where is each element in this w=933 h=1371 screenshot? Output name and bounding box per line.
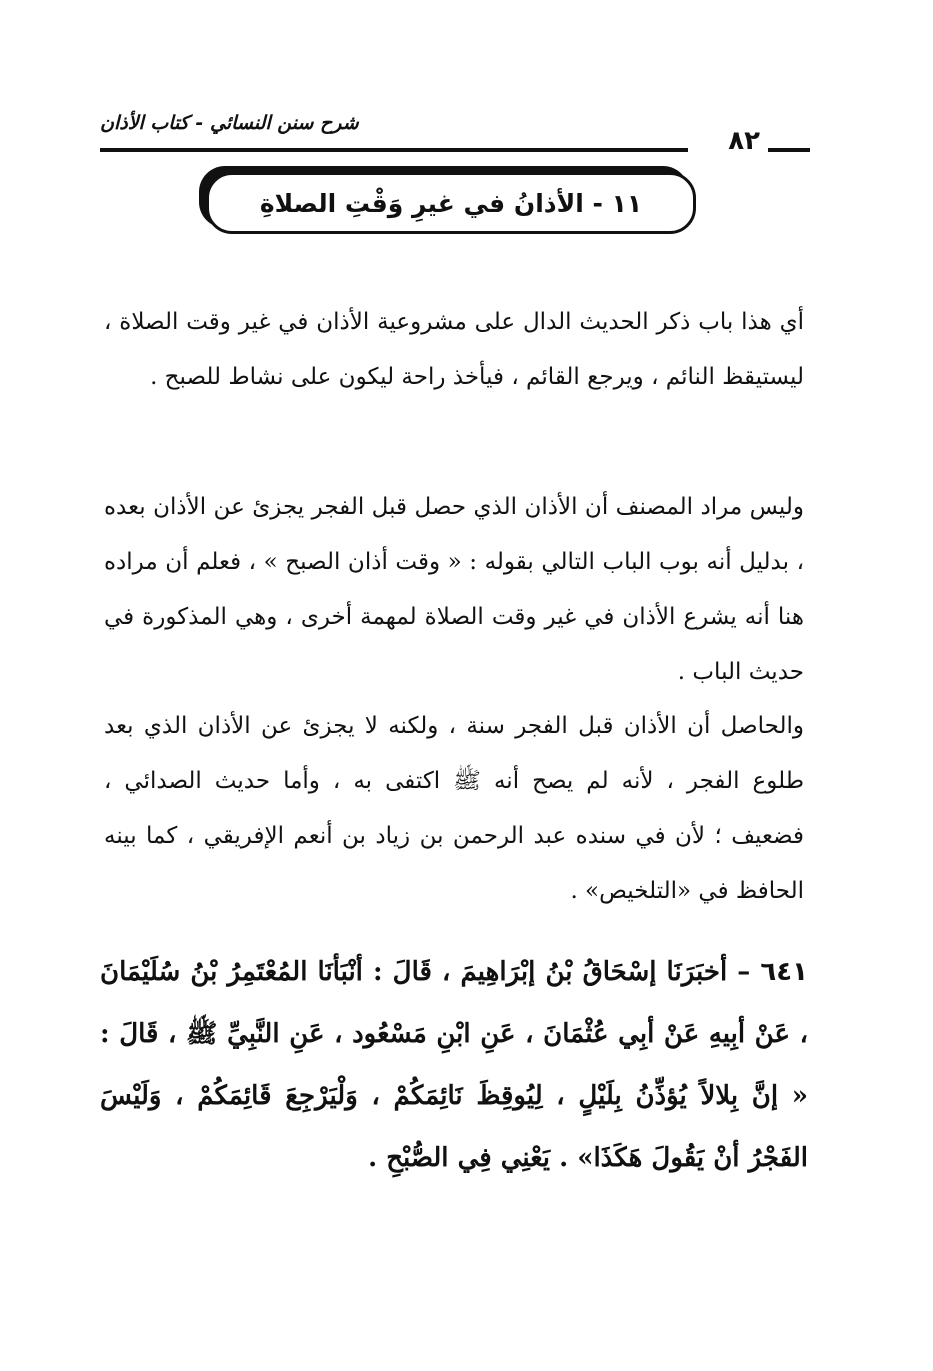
- paragraph-1: أي هذا باب ذكر الحديث الدال على مشروعية الأذان في غير وقت الصلاة ، ليستيقظ النائم ، ويرجع القائم ، فيأخذ راحة ليكون على نشاط للصبح .: [104, 309, 804, 390]
- paragraph-3: والحاصل أن الأذان قبل الفجر سنة ، ولكنه لا يجزئ عن الأذان الذي بعد طلوع الفجر ، لأنه لم يصح أنه ﷺ اكتفى به ، وأما حديث الصدائي ، فضعيف ؛ لأن في سنده عبد الرحمن بن زياد بن أنعم الإفريقي ، كما بينه الحافظ في «التلخيص» .: [104, 713, 804, 904]
- page-number-dash: [768, 148, 810, 152]
- page-number: ٨٢: [728, 126, 760, 156]
- paragraph-2: وليس مراد المصنف أن الأذان الذي حصل قبل الفجر يجزئ عن الأذان بعده ، بدليل أنه بوب الباب التالي بقوله : « وقت أذان الصبح » ، فعلم أن مراده هنا أنه يشرع الأذان في غير وقت الصلاة لمهمة أخرى ، وهي المذكورة في حديث الباب .: [104, 494, 804, 685]
- running-title: شرح سنن النسائي - كتاب الأذان: [100, 112, 359, 134]
- hadith-number: ٦٤١: [760, 957, 808, 987]
- hadith-block: [100, 941, 808, 1189]
- header-rule: [100, 148, 688, 152]
- chapter-title: ١١ - الأذانُ في غيرِ وَقْتِ الصلاةِ: [259, 188, 643, 218]
- running-header: [100, 112, 810, 156]
- chapter-heading-box: [206, 172, 696, 234]
- hadith-text: – أخبَرَنَا إسْحَاقُ بْنُ إبْرَاهِيمَ ، قَالَ : أنْبَأنَا المُعْتَمِرُ بْنُ سُلَيْمَانَ ، عَنْ أبِيهِ عَنْ أبِي عُثْمَانَ ، عَنِ ابْنِ مَسْعُود ، عَنِ النَّبِيِّ ﷺ ، قَالَ : « إنَّ بِلالاً يُؤذِّنُ بِلَيْلٍ ، لِيُوقِظَ نَائِمَكُمْ ، وَلْيَرْجِعَ قَائِمَكُمْ ، وَلَيْسَ الفَجْرُ أنْ يَقُولَ هَكَذَا» . يَعْنِي فِي الصُّبْحِ .: [100, 957, 808, 1173]
